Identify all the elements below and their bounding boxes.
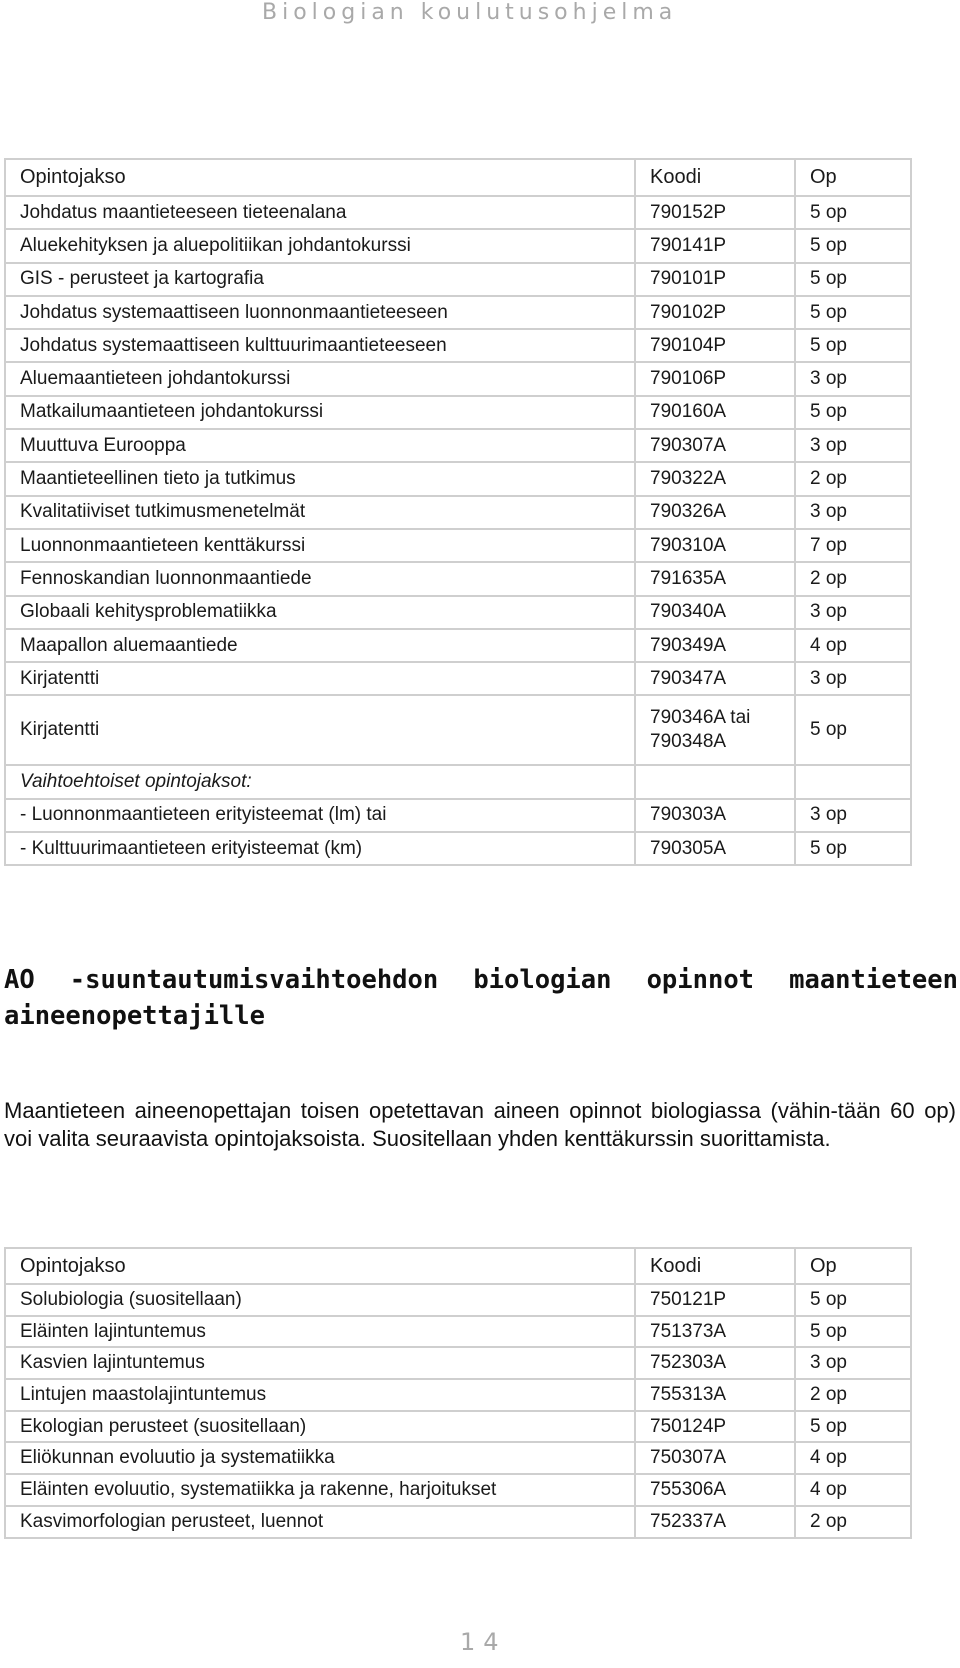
- course-code-line: 790348A: [650, 731, 727, 753]
- course-name-cell: Kvalitatiiviset tutkimusmenetelmät: [5, 496, 635, 529]
- credits-cell: 4 op: [795, 1442, 911, 1474]
- course-code-cell: 791635A: [635, 562, 795, 595]
- course-code-cell: 752303A: [635, 1347, 795, 1379]
- credits-cell: 7 op: [795, 529, 911, 562]
- table-row: [5, 662, 911, 695]
- table-row: [5, 596, 911, 629]
- optional-courses-label: Vaihtoehtoiset opintojaksot:: [5, 765, 635, 798]
- course-name-cell: Solubiologia (suositellaan): [5, 1284, 635, 1316]
- table-row: [5, 429, 911, 462]
- course-name-cell: Luonnonmaantieteen kenttäkurssi: [5, 529, 635, 562]
- course-code-cell: 750121P: [635, 1284, 795, 1316]
- table-row: [5, 799, 911, 832]
- section-heading: AO -suuntautumisvaihtoehdon biologian opinnot maantieteen aineenopettajille: [4, 965, 958, 1031]
- credits-cell: 5 op: [795, 263, 911, 296]
- course-code-cell: 790347A: [635, 662, 795, 695]
- credits-cell: 4 op: [795, 1474, 911, 1506]
- course-name-cell: Maapallon aluemaantiede: [5, 629, 635, 662]
- credits-cell: 5 op: [795, 832, 911, 865]
- credits-cell: 3 op: [795, 799, 911, 832]
- column-header-credits: Op: [795, 1248, 911, 1284]
- table-row: [5, 229, 911, 262]
- credits-cell: 3 op: [795, 496, 911, 529]
- table-row: [5, 1379, 911, 1411]
- course-code-cell: 790322A: [635, 462, 795, 495]
- table-row: [5, 1347, 911, 1379]
- course-name-cell: Eläinten evoluutio, systematiikka ja rakenne, harjoitukset: [5, 1474, 635, 1506]
- credits-cell: 5 op: [795, 396, 911, 429]
- column-header-code: Koodi: [635, 1248, 795, 1284]
- course-code-cell: 790106P: [635, 362, 795, 395]
- course-name-cell: Johdatus systemaattiseen kulttuurimaantieteeseen: [5, 329, 635, 362]
- table-row: [5, 1316, 911, 1348]
- credits-cell: 5 op: [795, 1316, 911, 1348]
- table-row: [5, 529, 911, 562]
- course-name-cell: GIS - perusteet ja kartografia: [5, 263, 635, 296]
- table-row: [5, 329, 911, 362]
- table-row: [5, 362, 911, 395]
- course-name-cell: - Kulttuurimaantieteen erityisteemat (km): [5, 832, 635, 865]
- credits-cell: 5 op: [795, 296, 911, 329]
- course-code-cell: [635, 695, 795, 765]
- credits-cell: 3 op: [795, 596, 911, 629]
- course-name-cell: Fennoskandian luonnonmaantiede: [5, 562, 635, 595]
- credits-cell: 2 op: [795, 462, 911, 495]
- course-code-cell: 755313A: [635, 1379, 795, 1411]
- course-name-cell: Eliökunnan evoluutio ja systematiikka: [5, 1442, 635, 1474]
- credits-cell: 3 op: [795, 429, 911, 462]
- course-name-cell: Kirjatentti: [5, 695, 635, 765]
- column-header-course: Opintojakso: [5, 159, 635, 196]
- course-code-cell: 790104P: [635, 329, 795, 362]
- table-row: [5, 1474, 911, 1506]
- table-header-row: [5, 159, 911, 196]
- course-code-cell: 790102P: [635, 296, 795, 329]
- course-code-cell: 751373A: [635, 1316, 795, 1348]
- course-name-cell: Globaali kehitysproblematiikka: [5, 596, 635, 629]
- intro-paragraph: Maantieteen aineenopettajan toisen opetettavan aineen opinnot biologiassa (vähin-tään 60 op) voi valita seuraavista opintojaksoista. Suositellaan yhden kenttäkurssin suorittamista.: [4, 1098, 956, 1151]
- course-code-cell: 750124P: [635, 1411, 795, 1443]
- running-header: Biologian koulutusohjelma: [262, 0, 678, 25]
- course-code-cell: 790160A: [635, 396, 795, 429]
- biology-course-table: [4, 1247, 912, 1539]
- course-code-cell: 790141P: [635, 229, 795, 262]
- credits-cell: 3 op: [795, 662, 911, 695]
- course-name-cell: Johdatus maantieteeseen tieteenalana: [5, 196, 635, 229]
- page-number: 14: [460, 1628, 507, 1656]
- table-header-row: [5, 1248, 911, 1284]
- table-row: [5, 562, 911, 595]
- column-header-credits: Op: [795, 159, 911, 196]
- course-name-cell: Kasvien lajintuntemus: [5, 1347, 635, 1379]
- table-row: [5, 695, 911, 765]
- empty-cell: [795, 765, 911, 798]
- course-code-cell: 790310A: [635, 529, 795, 562]
- credits-cell: 4 op: [795, 629, 911, 662]
- course-code-cell: 752337A: [635, 1506, 795, 1538]
- credits-cell: 3 op: [795, 362, 911, 395]
- credits-cell: 3 op: [795, 1347, 911, 1379]
- table-row: [5, 1284, 911, 1316]
- course-name-cell: Lintujen maastolajintuntemus: [5, 1379, 635, 1411]
- course-code-cell: 755306A: [635, 1474, 795, 1506]
- table-row: [5, 396, 911, 429]
- table-row: [5, 462, 911, 495]
- table-row: [5, 296, 911, 329]
- course-name-cell: Kasvimorfologian perusteet, luennot: [5, 1506, 635, 1538]
- course-code-cell: 790307A: [635, 429, 795, 462]
- credits-cell: 5 op: [795, 229, 911, 262]
- course-code-cell: 790349A: [635, 629, 795, 662]
- course-name-cell: Ekologian perusteet (suositellaan): [5, 1411, 635, 1443]
- table-row: [5, 1506, 911, 1538]
- course-code-cell: 790305A: [635, 832, 795, 865]
- credits-cell: 2 op: [795, 1506, 911, 1538]
- course-name-cell: Maantieteellinen tieto ja tutkimus: [5, 462, 635, 495]
- table-row: [5, 263, 911, 296]
- course-code-cell: 790326A: [635, 496, 795, 529]
- course-name-cell: Matkailumaantieteen johdantokurssi: [5, 396, 635, 429]
- geography-course-table: [4, 158, 912, 866]
- credits-cell: 5 op: [795, 1411, 911, 1443]
- table-row: [5, 1411, 911, 1443]
- course-name-cell: - Luonnonmaantieteen erityisteemat (lm) tai: [5, 799, 635, 832]
- table-row: [5, 832, 911, 865]
- credits-cell: 5 op: [795, 329, 911, 362]
- course-code-cell: 790152P: [635, 196, 795, 229]
- course-code-cell: 790340A: [635, 596, 795, 629]
- table-row: [5, 765, 911, 798]
- credits-cell: 5 op: [795, 196, 911, 229]
- course-code-cell: 750307A: [635, 1442, 795, 1474]
- course-code-line: 790346A tai: [650, 707, 751, 729]
- credits-cell: 2 op: [795, 1379, 911, 1411]
- course-code-cell: 790101P: [635, 263, 795, 296]
- empty-cell: [635, 765, 795, 798]
- course-name-cell: Johdatus systemaattiseen luonnonmaantieteeseen: [5, 296, 635, 329]
- table-row: [5, 196, 911, 229]
- column-header-code: Koodi: [635, 159, 795, 196]
- course-name-cell: Aluemaantieteen johdantokurssi: [5, 362, 635, 395]
- table-row: [5, 1442, 911, 1474]
- course-name-cell: Kirjatentti: [5, 662, 635, 695]
- credits-cell: 2 op: [795, 562, 911, 595]
- column-header-course: Opintojakso: [5, 1248, 635, 1284]
- table-row: [5, 629, 911, 662]
- course-name-cell: Aluekehityksen ja aluepolitiikan johdantokurssi: [5, 229, 635, 262]
- course-name-cell: Muuttuva Eurooppa: [5, 429, 635, 462]
- table-row: [5, 496, 911, 529]
- course-code-cell: 790303A: [635, 799, 795, 832]
- credits-cell: 5 op: [795, 695, 911, 765]
- credits-cell: 5 op: [795, 1284, 911, 1316]
- course-name-cell: Eläinten lajintuntemus: [5, 1316, 635, 1348]
